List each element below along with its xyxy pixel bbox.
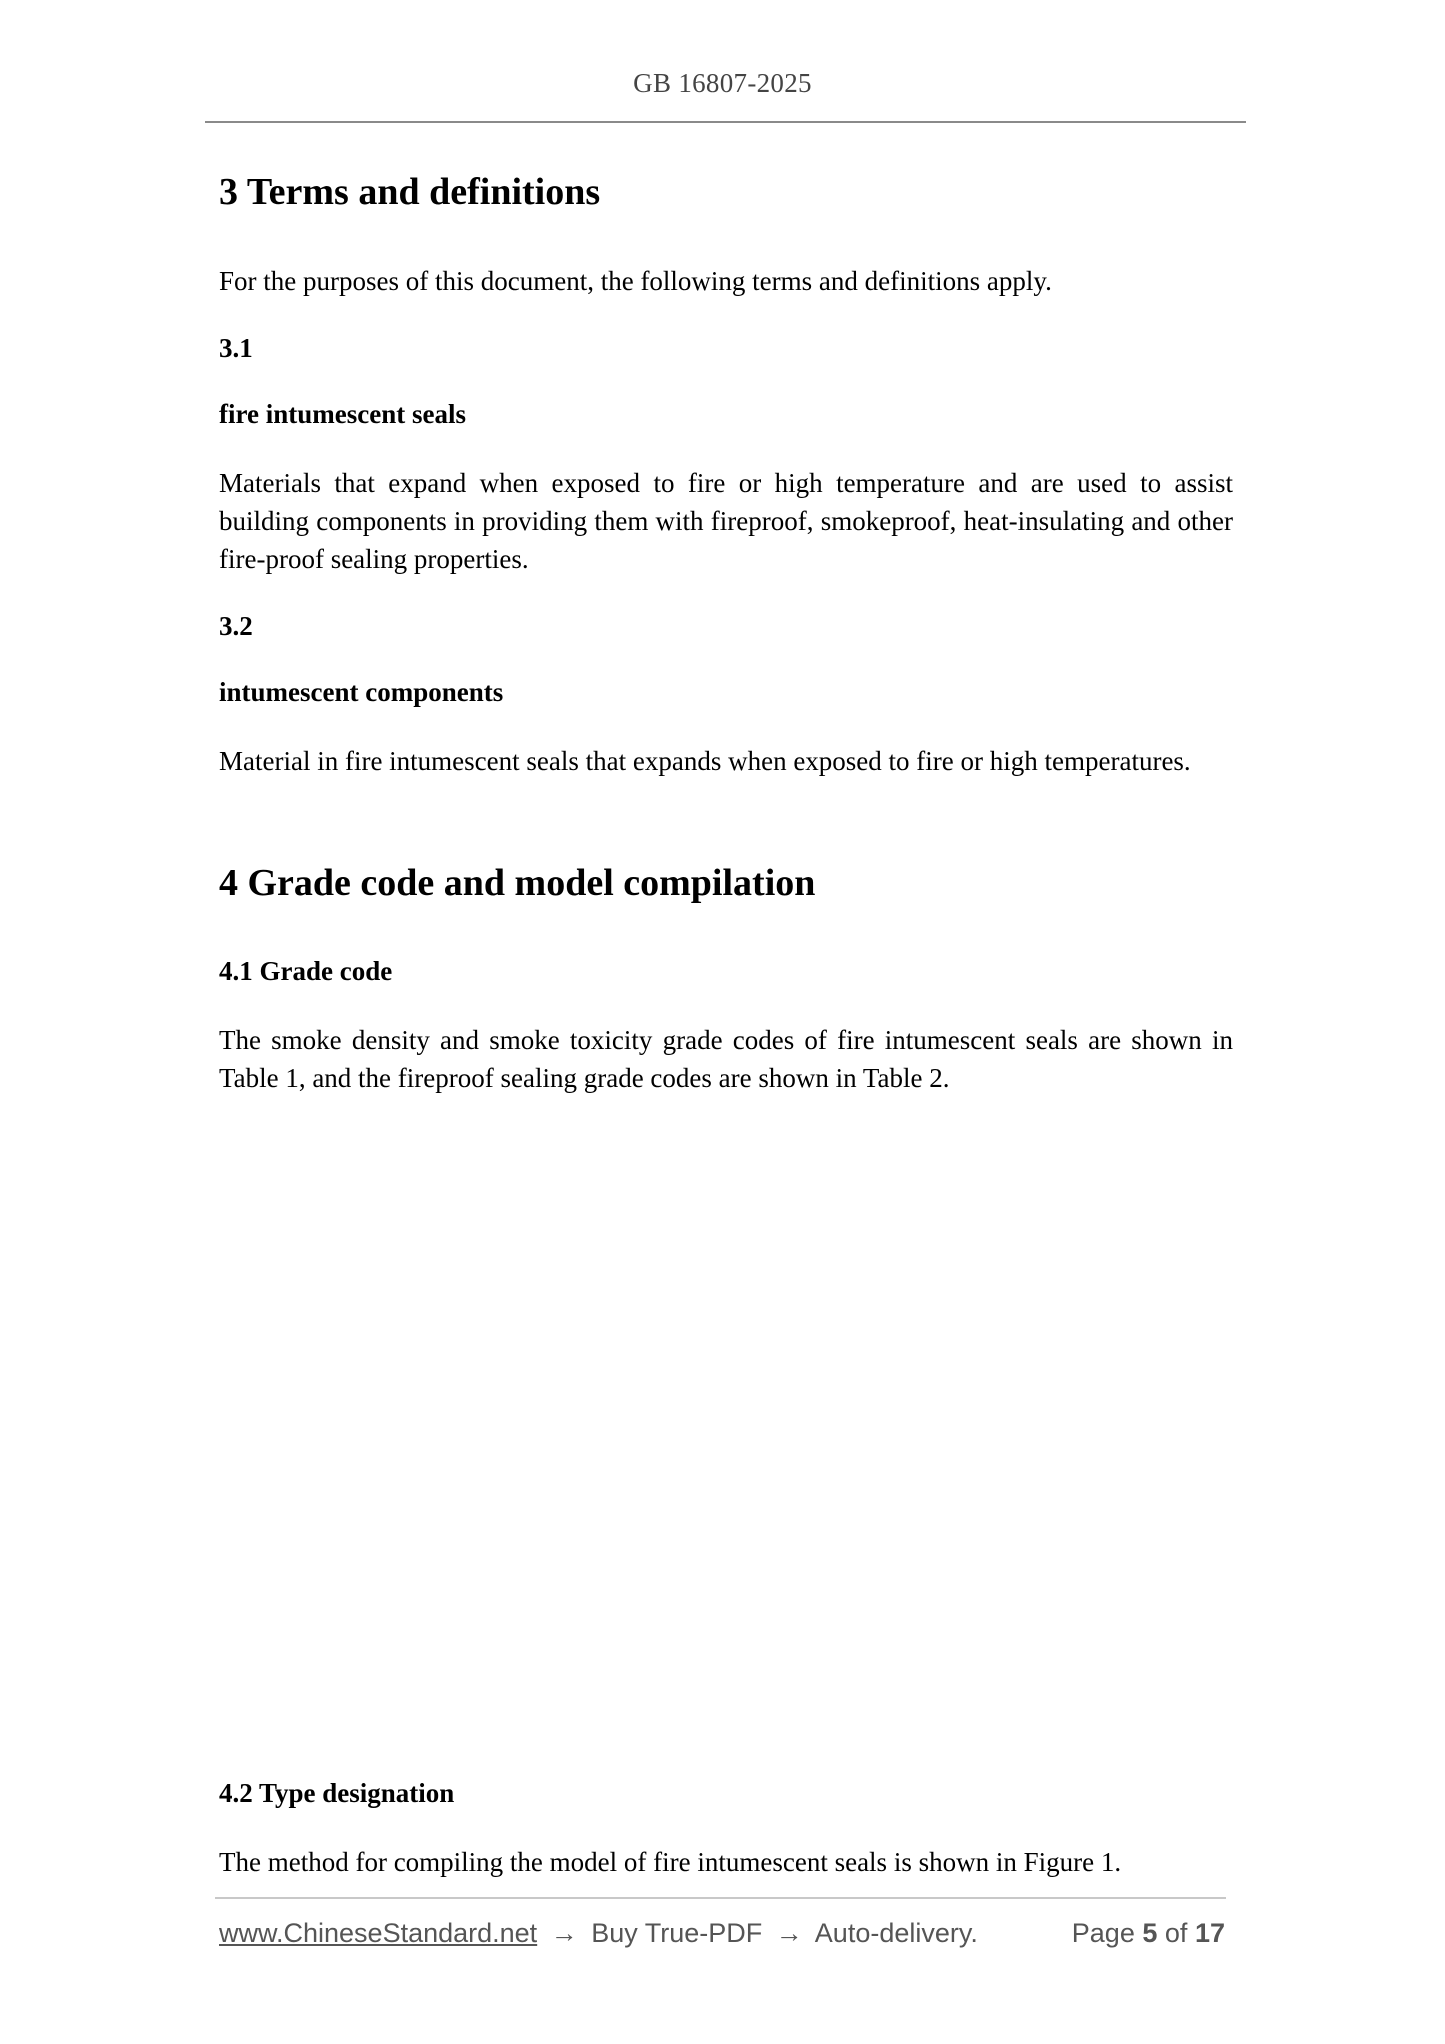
subsection-4-1-title: 4.1 Grade code: [219, 956, 393, 986]
arrow-right-icon: →: [550, 1918, 578, 1948]
page-of-label: of: [1164, 1918, 1188, 1948]
document-id-header: GB 16807-2025: [633, 68, 812, 98]
term-3-2-number: 3.2: [219, 611, 253, 641]
page-current: 5: [1142, 1918, 1158, 1948]
section-3-intro: For the purposes of this document, the following terms and definitions apply.: [219, 266, 1052, 296]
section-4-title: 4 Grade code and model compilation: [219, 862, 816, 904]
buy-true-pdf-text: Buy True-PDF: [591, 1918, 763, 1948]
term-3-2-name: intumescent components: [219, 677, 504, 707]
subsection-4-2-text: The method for compiling the model of fire intumescent seals is shown in Figure 1.: [219, 1847, 1122, 1877]
website-link[interactable]: www.ChineseStandard.net: [219, 1918, 538, 1948]
footer-promo: [219, 1918, 978, 1949]
arrow-right-icon: →: [775, 1918, 803, 1948]
term-3-1-number: 3.1: [219, 333, 253, 363]
page-label: Page: [1071, 1918, 1135, 1948]
footer-divider: [215, 1897, 1226, 1899]
auto-delivery-text: Auto-delivery.: [814, 1918, 978, 1948]
term-3-1-definition: Materials that expand when exposed to fire or high temperature and are used to assist building components in providing them with fireproof, smokeproof, heat-insulating and other fire-proof sealing properties.: [219, 468, 1233, 574]
subsection-4-2-title: 4.2 Type designation: [219, 1778, 455, 1808]
page-total: 17: [1194, 1918, 1225, 1948]
page-number: [1072, 1918, 1225, 1949]
section-3-title: 3 Terms and definitions: [219, 171, 601, 213]
term-3-2-definition: Material in fire intumescent seals that expands when exposed to fire or high temperatures.: [219, 746, 1191, 776]
subsection-4-1-text: The smoke density and smoke toxicity grade codes of fire intumescent seals are shown in Table 1, and the fireproof sealing grade codes are shown in Table 2.: [219, 1025, 1233, 1093]
term-3-1-name: fire intumescent seals: [219, 399, 466, 429]
header-divider: [205, 121, 1246, 123]
